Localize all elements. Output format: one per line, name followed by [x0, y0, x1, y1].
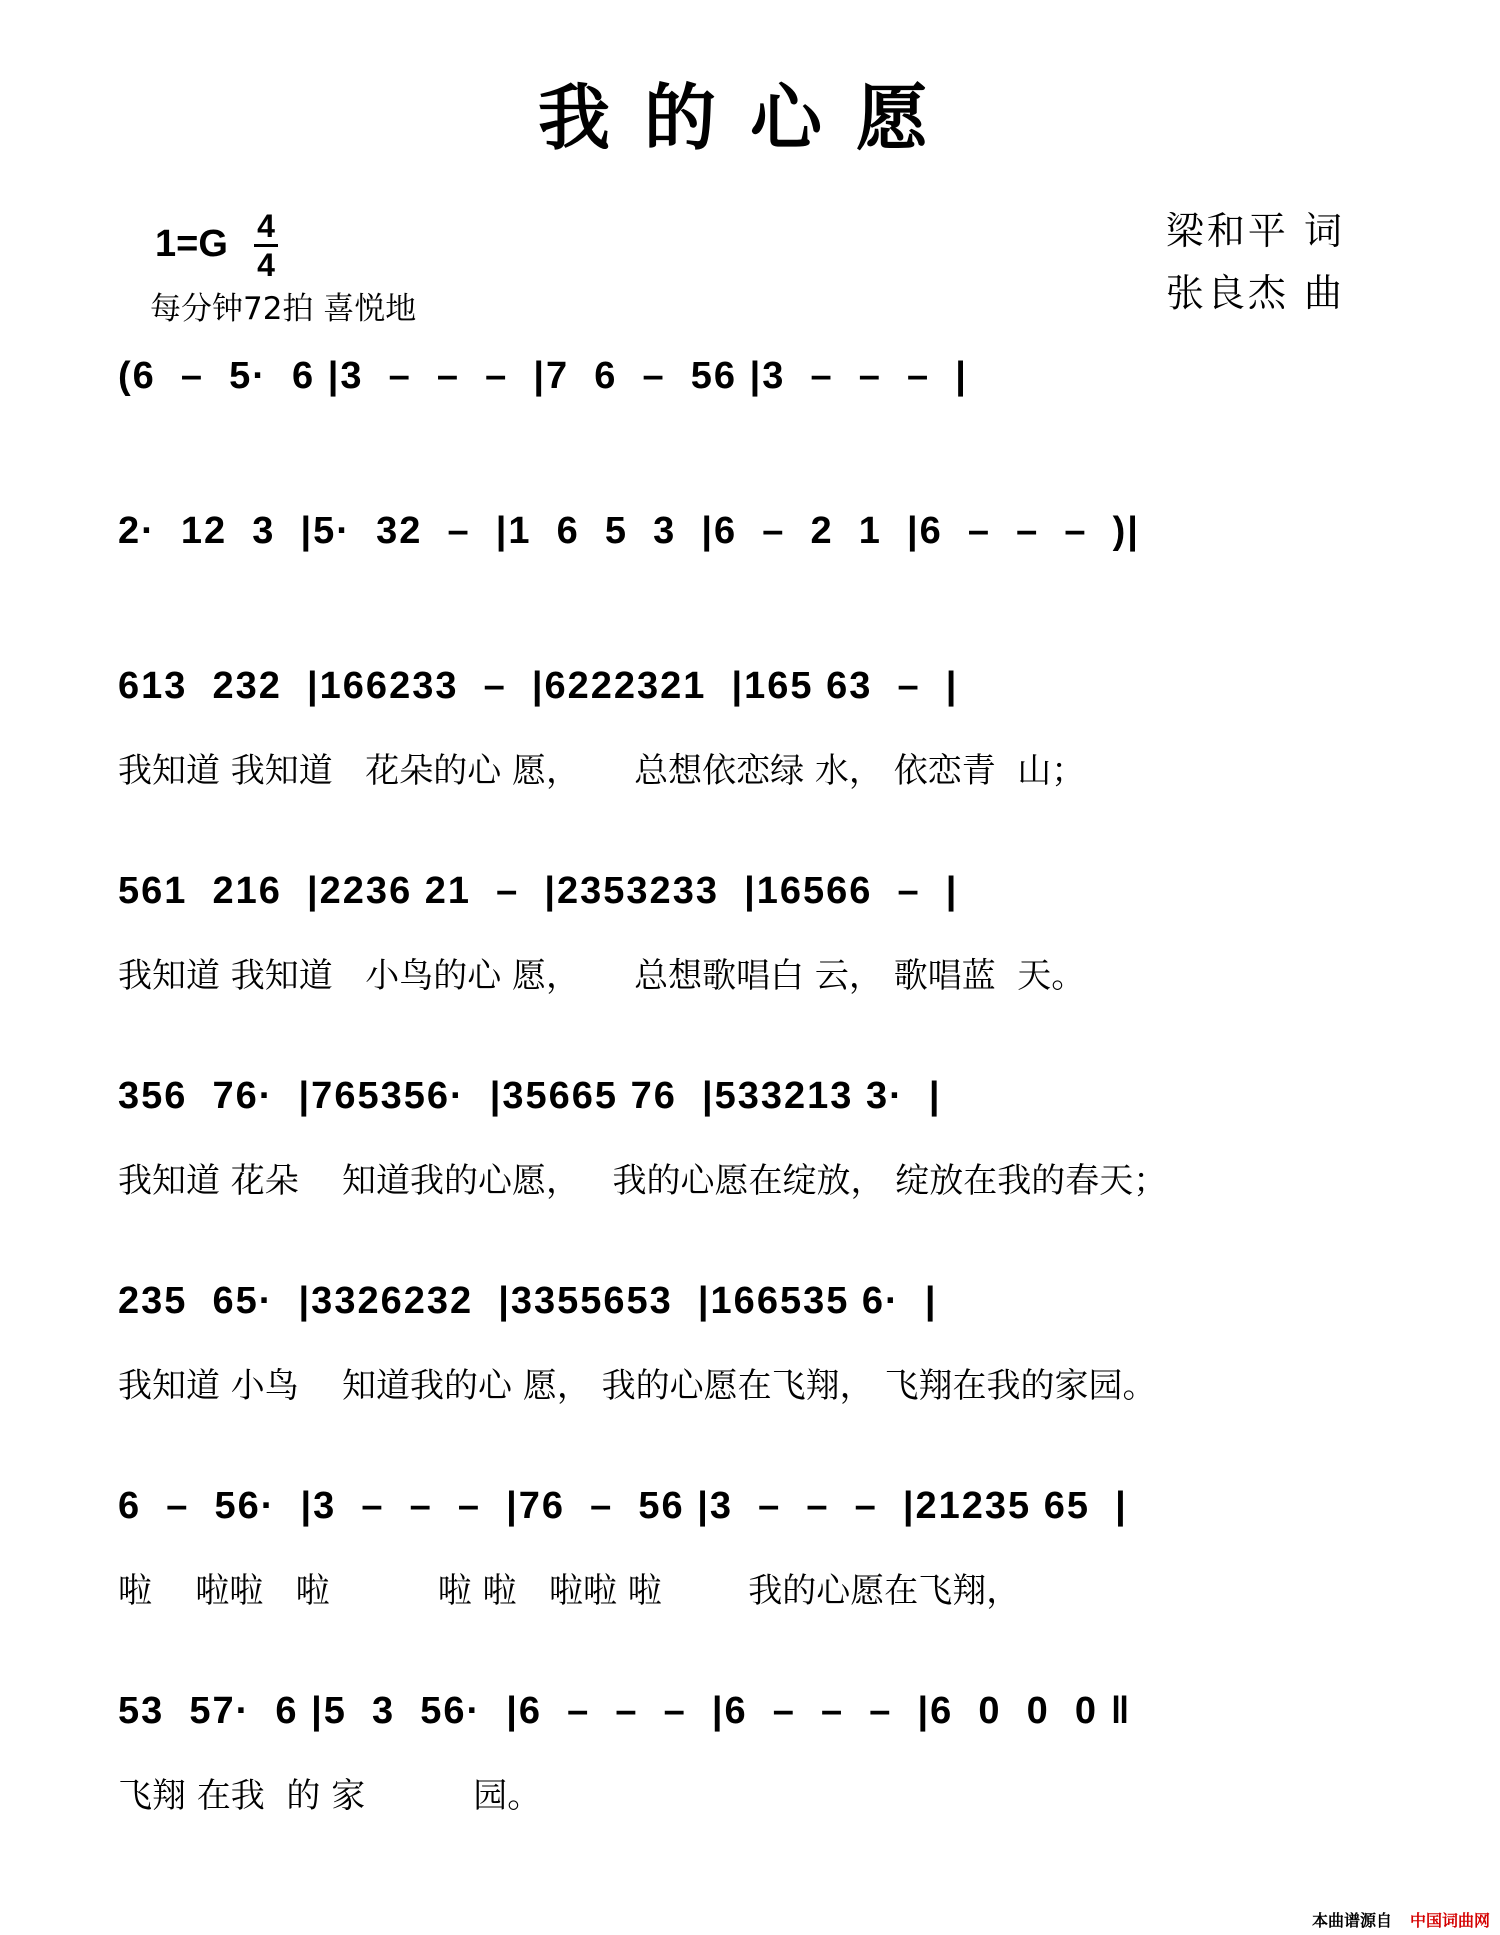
source-label: 本曲谱源自 [1311, 1911, 1392, 1930]
time-signature-bottom: 4 [257, 247, 275, 283]
score-row-5-lyrics: 我知道 花朵 知道我的心愿， 我的心愿在绽放， 绽放在我的春天； [118, 1161, 1168, 1201]
score-row-8-notes: 53 57· 6 |5 3 56· |6 – – – |6 – – – |6 0 0 0 ‖ [118, 1690, 1132, 1732]
score-row-4-notes: 561 216 |2236 21 – |2353233 |16566 – | [118, 870, 959, 912]
page-title: 我的心愿 [537, 75, 962, 160]
score-row-8-lyrics: 飞翔 在我 的 家 园。 [118, 1776, 542, 1816]
time-signature [254, 208, 278, 283]
score-row-6-lyrics: 我知道 小鸟 知道我的心 愿， 我的心愿在飞翔， 飞翔在我的家园。 [118, 1366, 1157, 1406]
tempo-marking: 每分钟72拍 喜悦地 [150, 291, 417, 327]
score-row-3-notes: 613 232 |166233 – |6222321 |165 63 – | [118, 665, 959, 707]
score-row-1-notes: (6 – 5· 6 |3 – – – |7 6 – 56 |3 – – – | [118, 355, 968, 397]
lyricist-credit: 梁和平 词 [1165, 209, 1345, 253]
score-row-6-notes: 235 65· |3326232 |3355653 |166535 6· | [118, 1280, 938, 1322]
score-row-7-lyrics: 啦 啦啦 啦 啦 啦 啦啦 啦 我的心愿在飞翔， [118, 1571, 1021, 1611]
composer-credit: 张良杰 曲 [1165, 271, 1345, 315]
score-row-2-notes: 2· 12 3 |5· 32 – |1 6 5 3 |6 – 2 1 |6 – – – )| [118, 510, 1140, 552]
source-footer [1312, 1908, 1490, 1931]
key-label: 1=G [155, 223, 228, 265]
score-row-5-notes: 356 76· |765356· |35665 76 |533213 3· | [118, 1075, 942, 1117]
source-site: 中国词曲网 [1409, 1911, 1490, 1930]
time-signature-top: 4 [257, 208, 275, 244]
score-row-3-lyrics: 我知道 我知道 花朵的心 愿， 总想依恋绿 水， 依恋青 山； [118, 751, 1086, 791]
key-signature [155, 208, 278, 283]
score-row-7-notes: 6 – 56· |3 – – – |76 – 56 |3 – – – |21235 65 | [118, 1485, 1128, 1527]
score-row-4-lyrics: 我知道 我知道 小鸟的心 愿， 总想歌唱白 云， 歌唱蓝 天。 [118, 956, 1086, 996]
